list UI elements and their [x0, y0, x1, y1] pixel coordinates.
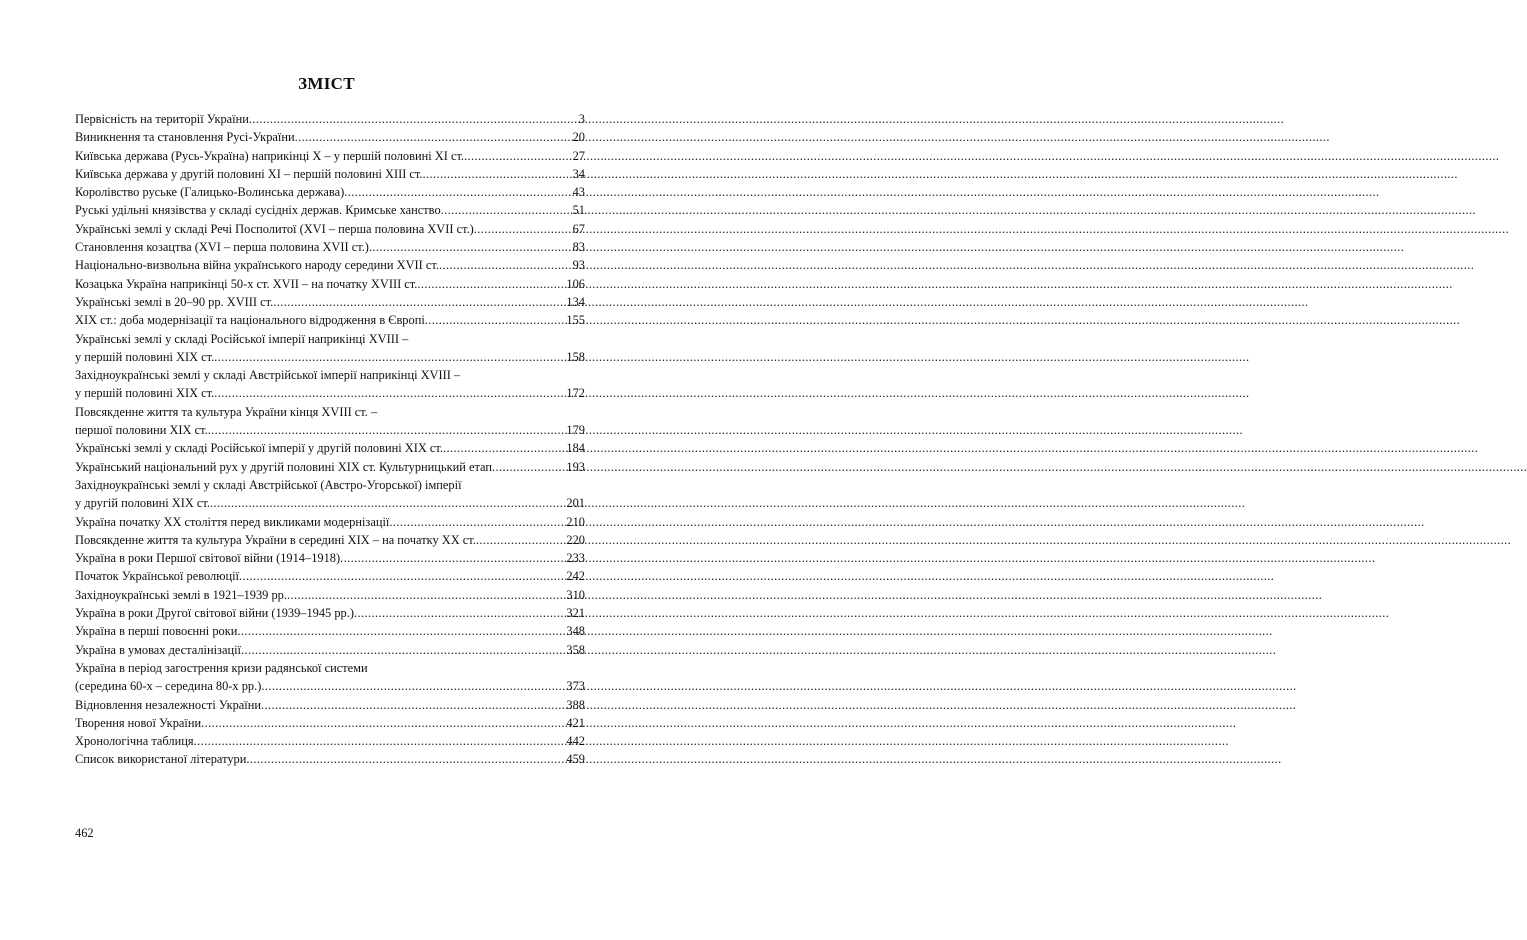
toc-entry — [75, 201, 585, 219]
dot-leader — [369, 238, 572, 256]
toc-line — [75, 110, 585, 128]
toc-page-number: 201 — [566, 496, 585, 511]
toc-entry-title: (середина 60-х – середина 80-х рр.) — [75, 679, 262, 694]
dot-leader — [201, 714, 565, 732]
toc-entry — [75, 586, 585, 604]
toc-line — [75, 604, 585, 622]
toc-page-number: 106 — [566, 276, 585, 291]
toc-entry — [75, 750, 585, 768]
dot-leader — [239, 567, 565, 585]
toc-entry-title: ХІХ ст.: доба модернізації та національного відродження в Європі — [75, 313, 425, 328]
toc-line — [75, 586, 585, 604]
toc-entry — [75, 604, 585, 622]
toc-page-number: 179 — [566, 423, 585, 438]
toc-line — [75, 311, 585, 329]
dot-leader — [441, 201, 572, 219]
toc-entry-title: Первісність на території України — [75, 112, 249, 126]
dot-leader — [354, 604, 565, 622]
toc-entry-title: Українські землі в 20–90 рр. XVIII ст. — [75, 294, 274, 309]
toc-line — [75, 641, 585, 659]
toc-line — [75, 549, 585, 567]
toc-entry-title: у першій половині ХІХ ст. — [75, 386, 215, 401]
dot-leader — [261, 696, 565, 714]
toc-page-number: 20 — [572, 130, 585, 145]
toc-page-number: 34 — [572, 166, 585, 181]
table-of-contents — [75, 110, 585, 769]
toc-line — [75, 348, 585, 366]
toc-line — [75, 403, 585, 421]
toc-entry-title: Руські удільні князівства у складі сусідніх держав. Кримське ханство — [75, 203, 441, 218]
toc-entry-title: Україна в перші повоєнні роки — [75, 624, 238, 639]
toc-page-number: 193 — [566, 459, 585, 474]
toc-entry-title: Виникнення та становлення Русі-України — [75, 130, 295, 145]
toc-page-number: 321 — [566, 606, 585, 621]
toc-line — [75, 696, 585, 714]
toc-entry-title: Україна в роки Першої світової війни (1914–1918) — [75, 551, 341, 566]
toc-line — [75, 677, 585, 695]
dot-leader — [246, 750, 565, 768]
toc-entry-title: Список використаної літератури — [75, 752, 247, 767]
toc-page-number: 373 — [566, 679, 585, 694]
toc-line — [75, 330, 585, 348]
toc-line — [75, 439, 585, 457]
toc-page-number: 27 — [572, 148, 585, 163]
dot-leader — [214, 384, 565, 402]
dot-leader — [261, 677, 565, 695]
dot-leader — [417, 275, 565, 293]
toc-line — [75, 183, 585, 201]
toc-entry — [75, 732, 585, 750]
toc-entry-title: Хронологічна таблиця — [75, 734, 194, 749]
dot-leader — [210, 494, 565, 512]
dot-leader — [208, 421, 566, 439]
toc-line — [75, 659, 585, 677]
toc-entry-title: Україна в умовах десталінізації — [75, 642, 241, 657]
dot-leader — [464, 147, 572, 165]
dot-leader — [273, 293, 565, 311]
toc-entry — [75, 403, 585, 440]
toc-entry-title: Творення нової України — [75, 715, 202, 730]
toc-page-number: 220 — [566, 532, 585, 547]
toc-entry-title: Повсякденне життя та культура України в середині ХІХ – на початку ХХ ст. — [75, 532, 476, 547]
dot-leader — [492, 458, 565, 476]
toc-entry-title: Україна в роки Другої світової війни (1939–1945 рр.) — [75, 606, 354, 621]
dot-leader — [425, 311, 566, 329]
toc-line — [75, 567, 585, 585]
toc-line — [75, 165, 585, 183]
toc-entry-title: Українські землі у складі Російської імперії наприкінці XVIII – — [75, 331, 409, 346]
dot-leader — [439, 256, 572, 274]
toc-line — [75, 147, 585, 165]
toc-line — [75, 714, 585, 732]
dot-leader — [241, 641, 565, 659]
toc-page-number: 67 — [572, 221, 585, 236]
toc-page-number: 358 — [566, 642, 585, 657]
toc-page-number: 134 — [566, 294, 585, 309]
toc-entry — [75, 147, 585, 165]
dot-leader — [423, 165, 572, 183]
toc-entry — [75, 439, 585, 457]
toc-entry-title: у другій половині ХІХ ст. — [75, 496, 210, 511]
toc-line — [75, 128, 585, 146]
dot-leader — [389, 513, 565, 531]
toc-page-number: 388 — [566, 697, 585, 712]
toc-entry — [75, 256, 585, 274]
toc-entry — [75, 476, 585, 513]
toc-page-number: 43 — [572, 185, 585, 200]
toc-entry-title: Козацька Україна наприкінці 50-х ст. XVII – на початку XVIII ст. — [75, 276, 418, 291]
toc-entry — [75, 183, 585, 201]
toc-entry — [75, 238, 585, 256]
toc-entry-title: Відновлення незалежності України — [75, 697, 261, 712]
toc-entry-title: Український національний рух у другій половині ХІХ ст. Культурницький етап — [75, 459, 492, 474]
page-title: ЗМІСТ — [298, 74, 355, 93]
toc-page-number: 348 — [566, 624, 585, 639]
toc-entry — [75, 165, 585, 183]
toc-entry — [75, 128, 585, 146]
dot-leader — [194, 732, 566, 750]
toc-entry-title: Західноукраїнські землі в 1921–1939 рр. — [75, 587, 287, 602]
toc-line — [75, 513, 585, 531]
toc-entry-title: Становлення козацтва (XVI – перша половина XVII ст.) — [75, 240, 369, 255]
toc-entry-title: Західноукраїнські землі у складі Австрійської (Австро-Угорської) імперії — [75, 477, 462, 492]
toc-line — [75, 732, 585, 750]
dot-leader — [344, 183, 571, 201]
toc-line — [75, 622, 585, 640]
toc-entry — [75, 549, 585, 567]
toc-line — [75, 256, 585, 274]
toc-page-number: 155 — [566, 313, 585, 328]
toc-entry — [75, 531, 585, 549]
toc-page-number: 210 — [566, 514, 585, 529]
toc-entry — [75, 622, 585, 640]
toc-page-number: 93 — [572, 258, 585, 273]
toc-page-number: 421 — [566, 715, 585, 730]
toc-entry — [75, 458, 585, 476]
toc-entry-title: Західноукраїнські землі у складі Австрійської імперії наприкінці XVIII – — [75, 368, 461, 383]
dot-leader — [474, 220, 572, 238]
dot-leader — [287, 586, 565, 604]
dot-leader — [237, 622, 565, 640]
dot-leader — [476, 531, 566, 549]
toc-page-number: 233 — [566, 551, 585, 566]
toc-page-number: 310 — [566, 587, 585, 602]
toc-entry — [75, 275, 585, 293]
toc-line — [75, 458, 585, 476]
toc-entry — [75, 311, 585, 329]
toc-entry — [75, 110, 585, 128]
toc-line — [75, 201, 585, 219]
toc-page-number: 3 — [578, 112, 585, 126]
toc-line — [75, 531, 585, 549]
toc-entry — [75, 366, 585, 403]
dot-leader — [443, 439, 565, 457]
toc-entry — [75, 659, 585, 696]
dot-leader — [214, 348, 565, 366]
toc-entry — [75, 696, 585, 714]
toc-entry-title: Київська держава (Русь-Україна) наприкінці Х – у першій половині ХІ ст. — [75, 148, 465, 163]
toc-line — [75, 750, 585, 768]
toc-line — [75, 220, 585, 238]
toc-entry-title: Українські землі у складі Речі Посполитої (XVI – перша половина XVII ст.) — [75, 221, 474, 236]
toc-entry-title: першої половини ХІХ ст. — [75, 423, 208, 438]
toc-page-number: 442 — [566, 734, 585, 749]
toc-page-number: 184 — [566, 441, 585, 456]
toc-entry-title: Україна початку ХХ століття перед викликами модернізації — [75, 514, 390, 529]
toc-line — [75, 476, 585, 494]
toc-entry-title: Королівство руське (Галицько-Волинська держава) — [75, 185, 345, 200]
toc-line — [75, 293, 585, 311]
page-number: 462 — [75, 826, 94, 840]
toc-entry-title: Україна в період загострення кризи радянської системи — [75, 660, 368, 675]
dot-leader — [340, 549, 565, 567]
toc-line — [75, 421, 585, 439]
toc-line — [75, 275, 585, 293]
toc-page-number: 459 — [566, 752, 585, 767]
toc-entry — [75, 293, 585, 311]
toc-line — [75, 366, 585, 384]
toc-entry — [75, 220, 585, 238]
toc-entry-title: Повсякденне життя та культура України кінця XVIII ст. – — [75, 404, 378, 419]
toc-line — [75, 384, 585, 402]
toc-entry — [75, 714, 585, 732]
toc-page-number: 172 — [566, 386, 585, 401]
toc-line — [75, 238, 585, 256]
toc-entry-title: у першій половині ХІХ ст. — [75, 349, 215, 364]
toc-line — [75, 494, 585, 512]
toc-page-number: 51 — [572, 203, 585, 218]
dot-leader — [249, 110, 578, 128]
toc-entry-title: Київська держава у другій половині ХІ – першій половині ХІІІ ст. — [75, 166, 423, 181]
toc-entry-title: Національно-визвольна війна українського народу середини XVII ст. — [75, 258, 439, 273]
toc-entry-title: Українські землі у складі Російської імперії у другій половині ХІХ ст. — [75, 441, 443, 456]
toc-entry — [75, 567, 585, 585]
toc-page-number: 158 — [566, 349, 585, 364]
dot-leader — [295, 128, 572, 146]
toc-page-number: 83 — [572, 240, 585, 255]
toc-page-number: 242 — [566, 569, 585, 584]
toc-entry-title: Початок Української революції — [75, 569, 239, 584]
toc-entry — [75, 330, 585, 367]
toc-entry — [75, 513, 585, 531]
toc-entry — [75, 641, 585, 659]
